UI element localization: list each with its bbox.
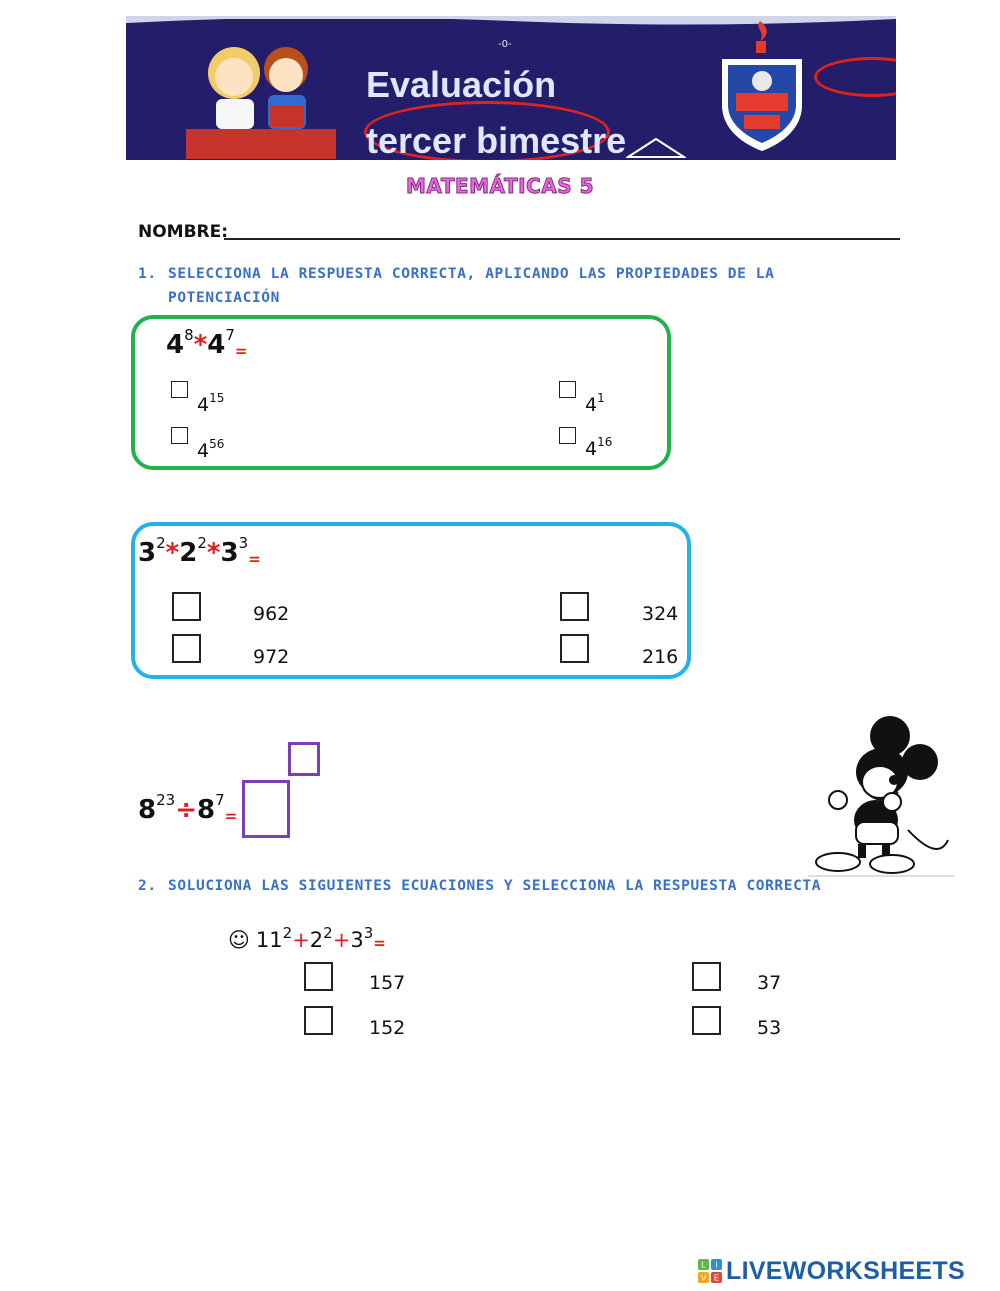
answer-base-box[interactable] — [242, 780, 290, 838]
equals-sign: = — [248, 550, 261, 568]
equals-sign: = — [373, 934, 386, 952]
option-base: 4 — [585, 438, 598, 460]
question-2-expression — [228, 924, 386, 952]
option-base: 4 — [197, 440, 210, 462]
option-exponent: 56 — [209, 437, 225, 451]
option-exponent: 15 — [209, 391, 225, 405]
term-base: 8 — [196, 795, 216, 825]
checkbox-option-2-4[interactable] — [692, 1006, 721, 1035]
plus-operator: + — [332, 928, 351, 952]
term-exponent: 2 — [323, 924, 333, 942]
checkbox-option-2-2[interactable] — [304, 1006, 333, 1035]
option-2-1: 157 — [369, 972, 406, 994]
term-base: 8 — [138, 795, 157, 825]
term-base: 2 — [309, 928, 324, 952]
header-banner — [126, 16, 896, 160]
option-1b-4: 216 — [642, 646, 679, 668]
students-illustration — [186, 33, 336, 159]
name-input-line[interactable] — [224, 238, 900, 240]
option-exponent: 16 — [597, 435, 613, 449]
checkbox-option-1b-2[interactable] — [172, 634, 201, 663]
liveworksheets-brand: LIVEWORKSHEETS — [726, 1256, 965, 1285]
term-exponent: 2 — [156, 534, 166, 552]
option-1b-2: 972 — [253, 646, 290, 668]
checkbox-option-1b-3[interactable] — [560, 592, 589, 621]
banner-title — [366, 57, 666, 160]
banner-title-line2: tercer bimestre — [366, 120, 627, 160]
logo-letter: I — [715, 1260, 718, 1270]
school-crest-logo — [714, 19, 810, 155]
checkbox-option-2-3[interactable] — [692, 962, 721, 991]
option-2-4: 53 — [757, 1017, 782, 1039]
term-base: 4 — [166, 330, 185, 360]
checkbox-option-1b-1[interactable] — [172, 592, 201, 621]
subject-title: MATEMÁTICAS 5 — [406, 174, 594, 198]
option-1a-4 — [585, 435, 613, 460]
option-1a-2 — [197, 437, 225, 462]
checkbox-option-1a-1[interactable] — [171, 381, 188, 398]
multiply-operator: * — [193, 330, 208, 360]
multiply-operator: * — [165, 538, 180, 568]
cartoon-mouse-illustration — [808, 712, 954, 878]
question-1b-expression — [138, 534, 261, 568]
term-base: 2 — [179, 538, 198, 568]
option-exponent: 1 — [597, 391, 605, 405]
question-1-instruction — [138, 262, 858, 312]
banner-title-line1: Evaluación — [366, 64, 557, 105]
plus-operator: + — [292, 928, 310, 952]
option-base: 4 — [585, 394, 598, 416]
term-exponent: 8 — [184, 326, 194, 344]
option-1a-1 — [197, 391, 225, 416]
option-2-3: 37 — [757, 972, 782, 994]
equals-sign: = — [234, 342, 248, 360]
banner-red-ring-right — [814, 57, 896, 97]
banner-small-mark: -0- — [498, 39, 512, 50]
liveworksheets-icon — [698, 1259, 722, 1283]
option-1b-3: 324 — [642, 603, 679, 625]
term-exponent: 3 — [238, 534, 249, 552]
option-1b-1: 962 — [253, 603, 290, 625]
question-1a-expression — [166, 326, 248, 360]
term-base: 11 — [255, 928, 283, 952]
liveworksheets-logo — [698, 1257, 965, 1285]
question-2-number: 2. — [138, 878, 157, 894]
smiley-icon: ☺ — [228, 928, 250, 952]
logo-letter: L — [701, 1260, 706, 1270]
equals-sign: = — [224, 807, 238, 825]
logo-letter: E — [713, 1273, 720, 1283]
answer-exponent-box[interactable] — [288, 742, 320, 776]
term-base: 3 — [350, 928, 364, 952]
checkbox-option-1a-2[interactable] — [171, 427, 188, 444]
term-base: 4 — [207, 330, 226, 360]
term-exponent: 7 — [225, 326, 235, 344]
question-2-text: SOLUCIONA LAS SIGUIENTES ECUACIONES Y SELECCIONA LA RESPUESTA CORRECTA — [168, 878, 822, 894]
banner-diamond-decoration — [626, 137, 686, 159]
multiply-operator: * — [206, 538, 221, 568]
logo-letter: V — [700, 1273, 707, 1283]
question-2-instruction — [138, 874, 858, 924]
question-1c-expression — [138, 791, 238, 825]
term-exponent: 23 — [156, 791, 176, 809]
term-base: 3 — [220, 538, 239, 568]
term-base: 3 — [138, 538, 157, 568]
checkbox-option-1b-4[interactable] — [560, 634, 589, 663]
checkbox-option-1a-3[interactable] — [559, 381, 576, 398]
term-exponent: 2 — [197, 534, 207, 552]
checkbox-option-1a-4[interactable] — [559, 427, 576, 444]
checkbox-option-2-1[interactable] — [304, 962, 333, 991]
name-label: NOMBRE: — [138, 222, 229, 242]
question-1-text: SELECCIONA LA RESPUESTA CORRECTA, APLICANDO LAS PROPIEDADES DE LA POTENCIACIÓN — [168, 266, 775, 306]
term-exponent: 3 — [363, 924, 374, 942]
divide-operator: ÷ — [175, 795, 197, 825]
option-1a-3 — [585, 391, 605, 416]
term-exponent: 7 — [215, 791, 225, 809]
question-1-number: 1. — [138, 266, 157, 282]
option-2-2: 152 — [369, 1017, 406, 1039]
term-exponent: 2 — [282, 924, 293, 942]
option-base: 4 — [197, 394, 210, 416]
